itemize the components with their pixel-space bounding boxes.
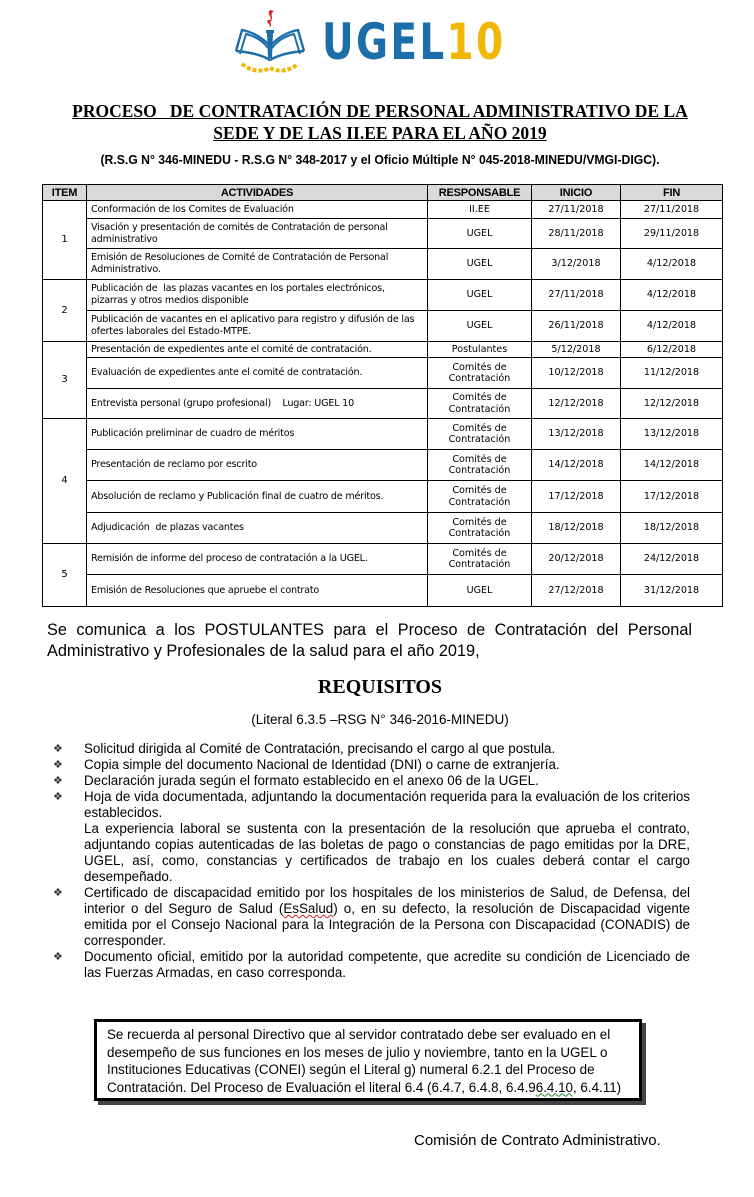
- logo-text-ugel: UGEL: [322, 13, 447, 71]
- diamond-dots-bullet-icon: ❖: [53, 743, 63, 755]
- activity-cell: Entrevista personal (grupo profesional) Lugar: UGEL 10: [87, 389, 428, 419]
- header-start: INICIO: [532, 185, 621, 201]
- responsible-cell: II.EE: [428, 201, 532, 219]
- table-row: [43, 481, 723, 513]
- end-date-cell: 27/11/2018: [621, 201, 723, 219]
- responsible-cell: UGEL: [428, 311, 532, 342]
- activity-cell: Absolución de reclamo y Publicación final de cuatro de méritos.: [87, 481, 428, 513]
- ugel10-logo: [232, 6, 506, 76]
- activity-cell: Evaluación de expedientes ante el comité de contratación.: [87, 358, 428, 389]
- open-book-torch-laurel-icon: [232, 6, 312, 76]
- table-row: [43, 201, 723, 219]
- table-row: [43, 280, 723, 311]
- end-date-cell: 6/12/2018: [621, 342, 723, 358]
- activity-cell: Remisión de informe del proceso de contratación a la UGEL.: [87, 544, 428, 575]
- requirement-text: [84, 885, 690, 948]
- end-date-cell: 4/12/2018: [621, 249, 723, 280]
- diamond-dots-bullet-icon: ❖: [53, 887, 63, 899]
- table-row: [43, 450, 723, 481]
- signature-line: Comisión de Contrato Administrativo.: [414, 1132, 661, 1149]
- note-text-end: , 6.4.11): [572, 1079, 622, 1095]
- end-date-cell: 29/11/2018: [621, 219, 723, 249]
- start-date-cell: 27/11/2018: [532, 201, 621, 219]
- table-row: [43, 311, 723, 342]
- end-date-cell: 24/12/2018: [621, 544, 723, 575]
- activity-cell: Publicación de las plazas vacantes en los portales electrónicos, pizarras y otros medios disponible: [87, 280, 428, 311]
- start-date-cell: 20/12/2018: [532, 544, 621, 575]
- reminder-note-box: [94, 1019, 642, 1101]
- table-row: [43, 219, 723, 249]
- requirement-text: Solicitud dirigida al Comité de Contratación, precisando el cargo al que postula.: [84, 741, 556, 756]
- table-row: [43, 575, 723, 607]
- table-header-row: [43, 185, 723, 201]
- start-date-cell: 10/12/2018: [532, 358, 621, 389]
- requirement-text: Documento oficial, emitido por la autoridad competente, que acredite su condición de Licenciado de las Fuerzas Armadas, en caso corresponda.: [84, 949, 690, 980]
- start-date-cell: 27/12/2018: [532, 575, 621, 607]
- activity-cell: Adjudicación de plazas vacantes: [87, 513, 428, 544]
- start-date-cell: 12/12/2018: [532, 389, 621, 419]
- start-date-cell: 13/12/2018: [532, 419, 621, 450]
- item-number-cell: 2: [43, 280, 87, 342]
- start-date-cell: 18/12/2018: [532, 513, 621, 544]
- requirement-item: [50, 741, 690, 757]
- responsible-cell: Postulantes: [428, 342, 532, 358]
- start-date-cell: 5/12/2018: [532, 342, 621, 358]
- table-row: [43, 389, 723, 419]
- diamond-dots-bullet-icon: ❖: [53, 775, 63, 787]
- header-activities: ACTIVIDADES: [87, 185, 428, 201]
- table-row: [43, 419, 723, 450]
- grammar-flagged-text: 6.4.10: [535, 1079, 573, 1095]
- requirement-item: [50, 949, 690, 981]
- header-end: FIN: [621, 185, 723, 201]
- start-date-cell: 17/12/2018: [532, 481, 621, 513]
- responsible-cell: UGEL: [428, 219, 532, 249]
- table-row: [43, 342, 723, 358]
- requirement-text: Hoja de vida documentada, adjuntando la documentación requerida para la evaluación de los criterios establecidos.: [84, 789, 690, 820]
- table-row: [43, 513, 723, 544]
- requirement-text-part: ) o, en su defecto, la resolución de Discapacidad vigente emitida por el Consejo Nacional para la Integración de la Persona con Discapacidad (CONADIS) de corresponder.: [84, 901, 690, 948]
- responsible-cell: Comités de Contratación: [428, 450, 532, 481]
- requirement-item: [50, 757, 690, 773]
- activity-cell: Presentación de reclamo por escrito: [87, 450, 428, 481]
- item-number-cell: 3: [43, 342, 87, 419]
- responsible-cell: Comités de Contratación: [428, 358, 532, 389]
- requirement-detail: La experiencia laboral se sustenta con la presentación de la resolución que aprueba el contrato, adjuntando copias autenticadas de las boletas de pago o constancias de pago emitidas por la DRE, UGEL, así, como, constancias y certificados de trabajo en los cuales deberá contar el cargo desempeñado.: [84, 821, 690, 884]
- item-number-cell: 4: [43, 419, 87, 544]
- responsible-cell: UGEL: [428, 280, 532, 311]
- requirements-title: REQUISITOS: [317, 676, 443, 698]
- table-row: [43, 358, 723, 389]
- responsible-cell: Comités de Contratación: [428, 481, 532, 513]
- document-title: [40, 100, 720, 144]
- schedule-table-body: [43, 201, 723, 607]
- requirements-reference: (Literal 6.3.5 –RSG N° 346-2016-MINEDU): [251, 712, 509, 727]
- responsible-cell: Comités de Contratación: [428, 419, 532, 450]
- intro-paragraph: Se comunica a los POSTULANTES para el Proceso de Contratación del Personal Administrativo y Profesionales de la salud para el año 2019,: [47, 621, 692, 660]
- requirement-text: Declaración jurada según el formato establecido en el anexo 06 de la UGEL.: [84, 773, 539, 788]
- table-row: [43, 544, 723, 575]
- activity-cell: Publicación preliminar de cuadro de méritos: [87, 419, 428, 450]
- start-date-cell: 3/12/2018: [532, 249, 621, 280]
- responsible-cell: UGEL: [428, 249, 532, 280]
- end-date-cell: 17/12/2018: [621, 481, 723, 513]
- schedule-table: [42, 184, 723, 607]
- end-date-cell: 12/12/2018: [621, 389, 723, 419]
- responsible-cell: Comités de Contratación: [428, 513, 532, 544]
- end-date-cell: 4/12/2018: [621, 280, 723, 311]
- table-row: [43, 249, 723, 280]
- end-date-cell: 14/12/2018: [621, 450, 723, 481]
- end-date-cell: 31/12/2018: [621, 575, 723, 607]
- logo-text-number: 10: [446, 13, 506, 71]
- requirements-list: [50, 741, 690, 981]
- logo-text: [322, 12, 505, 72]
- end-date-cell: 11/12/2018: [621, 358, 723, 389]
- start-date-cell: 14/12/2018: [532, 450, 621, 481]
- activity-cell: Visación y presentación de comités de Contratación de personal administrativo: [87, 219, 428, 249]
- item-number-cell: 1: [43, 201, 87, 280]
- note-text: Se recuerda al personal Directivo que al servidor contratado debe ser evaluado en el desempeño de sus funciones en los meses de julio y noviembre, tanto en la UGEL o Instituciones Educativas (CONEI) según el Literal g) numeral 6.2.1 del Proceso de Contratación. Del Proceso de Evaluación el literal 6.4 (6.4.7, 6.4.8, 6.4.9: [107, 1027, 611, 1095]
- end-date-cell: 18/12/2018: [621, 513, 723, 544]
- requirement-text-part: Certificado de discapacidad emitido por los hospitales de los ministerios de Salud, de Defensa, del interior o del Seguro de Salud (: [84, 885, 690, 916]
- item-number-cell: 5: [43, 544, 87, 607]
- responsible-cell: Comités de Contratación: [428, 389, 532, 419]
- document-subtitle: (R.S.G N° 346-MINEDU - R.S.G N° 348-2017 y el Oficio Múltiple N° 045-2018-MINEDU/VMGI-DIGC).: [100, 153, 660, 167]
- header-responsible: RESPONSABLE: [428, 185, 532, 201]
- requirement-item: [50, 773, 690, 789]
- header-item: ITEM: [43, 185, 87, 201]
- activity-cell: Presentación de expedientes ante el comité de contratación.: [87, 342, 428, 358]
- activity-cell: Emisión de Resoluciones que apruebe el contrato: [87, 575, 428, 607]
- activity-cell: Publicación de vacantes en el aplicativo para registro y difusión de las ofertes laborales del Estado-MTPE.: [87, 311, 428, 342]
- requirement-text: Copia simple del documento Nacional de Identidad (DNI) o carne de extranjería.: [84, 757, 560, 772]
- diamond-dots-bullet-icon: ❖: [53, 759, 63, 771]
- title-line-1: PROCESO DE CONTRATACIÓN DE PERSONAL ADMINISTRATIVO DE LA: [72, 101, 688, 121]
- responsible-cell: Comités de Contratación: [428, 544, 532, 575]
- start-date-cell: 27/11/2018: [532, 280, 621, 311]
- spellcheck-flagged-word: EsSalud: [283, 901, 334, 916]
- end-date-cell: 4/12/2018: [621, 311, 723, 342]
- activity-cell: Emisión de Resoluciones de Comité de Contratación de Personal Administrativo.: [87, 249, 428, 280]
- requirement-item: [50, 789, 690, 885]
- responsible-cell: UGEL: [428, 575, 532, 607]
- activity-cell: Conformación de los Comites de Evaluación: [87, 201, 428, 219]
- diamond-dots-bullet-icon: ❖: [53, 791, 63, 803]
- title-line-2: SEDE Y DE LAS II.EE PARA EL AÑO 2019: [213, 123, 547, 143]
- end-date-cell: 13/12/2018: [621, 419, 723, 450]
- start-date-cell: 28/11/2018: [532, 219, 621, 249]
- diamond-dots-bullet-icon: ❖: [53, 951, 63, 963]
- requirement-item: [50, 885, 690, 949]
- start-date-cell: 26/11/2018: [532, 311, 621, 342]
